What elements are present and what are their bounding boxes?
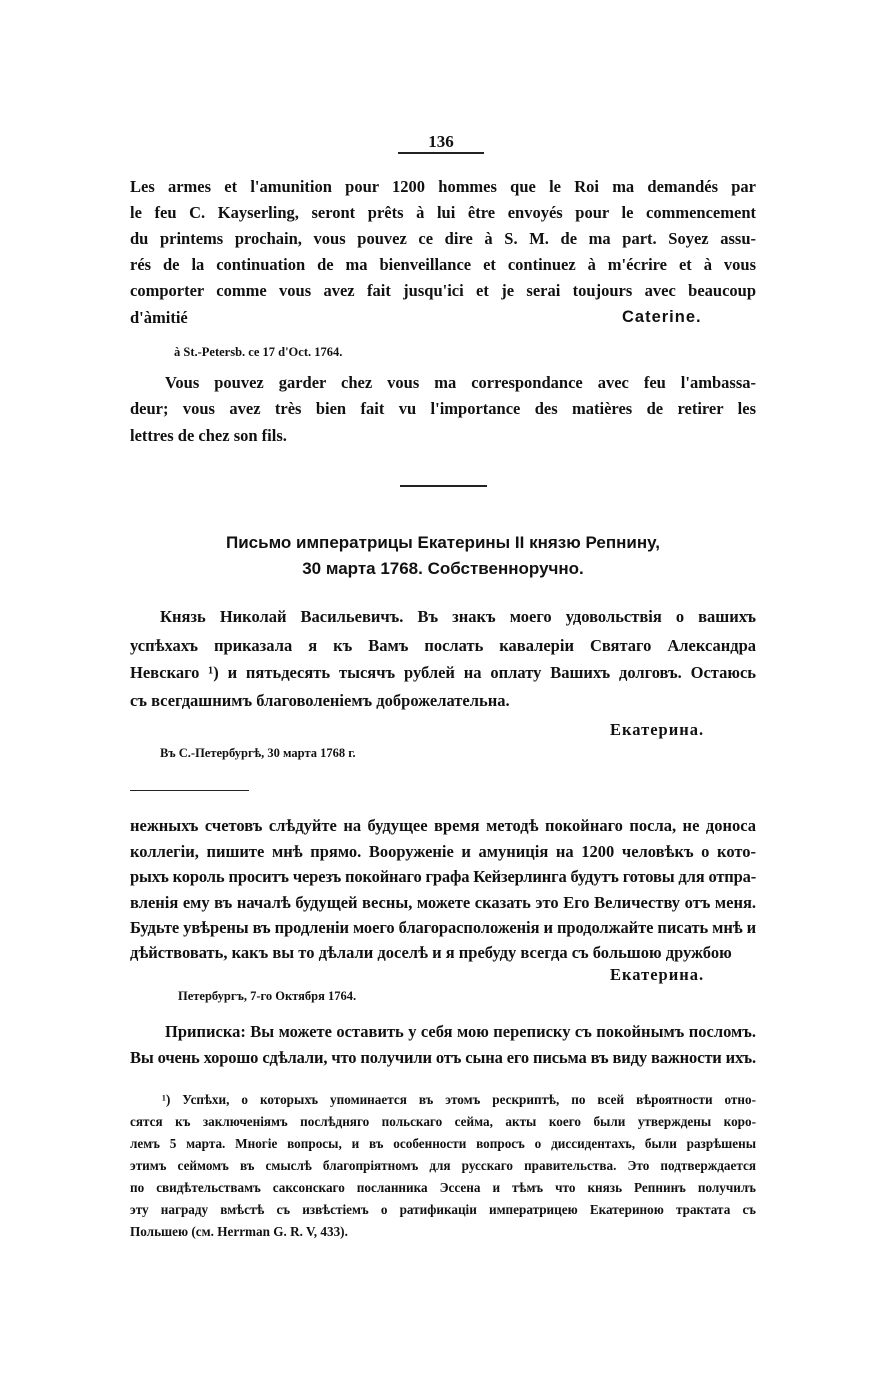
text-line: rés de la continuation de ma bienveillance et continuez à m'écrire et à vous	[130, 255, 756, 274]
text-line: коллегіи, пишите мнѣ прямо. Вооруженіе и амуниція на 1200 человѣкъ о кото-	[130, 842, 756, 861]
text-line: Вы очень хорошо сдѣлали, что получили отъ сына его письма въ виду важности ихъ.	[130, 1048, 756, 1067]
letter-date: à St.-Petersb. ce 17 d'Oct. 1764.	[174, 345, 343, 359]
text-line: дѣйствовать, какъ вы то дѣлали доселѣ и я пребуду всегда съ большою дружбою	[130, 943, 732, 962]
signature: Caterine.	[622, 308, 702, 326]
text-line: Vous pouvez garder chez vous ma correspondance avec feu l'ambassa-	[165, 373, 756, 392]
translation-divider	[130, 790, 249, 791]
page-number-rule	[398, 152, 484, 154]
section-divider	[400, 485, 487, 487]
text-line: успѣхахъ приказала я къ Вамъ послать кавалеріи Святаго Александра	[130, 636, 756, 655]
text-line: нежныхъ счетовъ слѣдуйте на будущее время методѣ покойнаго посла, не доноса	[130, 816, 756, 835]
text-line: Князь Николай Васильевичъ. Въ знакъ моего удовольствія о вашихъ	[160, 607, 756, 626]
text-line: le feu C. Kayserling, seront prêts à lui être envoyés pour le commencement	[130, 203, 756, 222]
footnote-line: по свидѣтельствамъ саксонскаго посланника Эссена и тѣмъ что князь Репнинъ получилъ	[130, 1180, 756, 1195]
footnote-line: сятся къ заключеніямъ послѣдняго польскаго сейма, акты коего были утверждены коро-	[130, 1114, 756, 1129]
text-line: d'àmitié	[130, 308, 188, 327]
page-number: 136	[428, 132, 454, 151]
text-line: lettres de chez son fils.	[130, 426, 287, 445]
letter-date: Петербургъ, 7-го Октября 1764.	[178, 989, 357, 1003]
text-line: du printems prochain, vous pouvez ce dire à S. M. de ma part. Soyez assu-	[130, 229, 756, 248]
text-line: Будьте увѣрены въ продленіи моего благорасположенія и продолжайте писать мнѣ и	[130, 918, 757, 937]
text-line: Приписка: Вы можете оставить у себя мою переписку съ покойнымъ посломъ.	[165, 1022, 756, 1041]
text-line: съ всегдашнимъ благоволеніемъ доброжелательна.	[130, 691, 510, 710]
signature: Екатерина.	[610, 720, 705, 739]
footnote-line: Польшею (см. Herrman G. R. V, 433).	[130, 1224, 348, 1239]
footnote-line: ¹) Успѣхи, о которыхъ упоминается въ этомъ рескриптѣ, по всей вѣроятности отно-	[162, 1092, 756, 1107]
letter-heading: Письмо императрицы Екатерины II князю Репнину,	[226, 533, 660, 552]
footnote-line: этимъ сеймомъ въ смыслѣ благопріятномъ для русскаго правительства. Это подтверждается	[130, 1158, 756, 1173]
text-line: рыхъ король проситъ черезъ покойнаго графа Кейзерлинга будутъ готовы для отпра-	[130, 867, 757, 886]
text-line: вленія ему въ началѣ будущей весны, можете сказать это Его Величеству отъ меня.	[130, 893, 756, 912]
text-line: deur; vous avez très bien fait vu l'importance des matières de retirer les	[130, 399, 756, 418]
footnote-line: лемъ 5 марта. Многіе вопросы, и въ особенности вопросъ о диссидентахъ, были разрѣшены	[130, 1136, 756, 1151]
footnote-line: эту награду вмѣстѣ съ извѣстіемъ о ратификаціи императрицею Екатериною трактата съ	[130, 1202, 756, 1217]
text-line: Les armes et l'amunition pour 1200 hommes que le Roi ma demandés par	[130, 177, 756, 196]
letter-heading: 30 марта 1768. Собственноручно.	[302, 559, 584, 578]
signature: Екатерина.	[610, 965, 705, 984]
text-line: comporter comme vous avez fait jusqu'ici et je serai toujours avec beaucoup	[130, 281, 756, 300]
text-line: Невскаго ¹) и пятьдесять тысячъ рублей на оплату Вашихъ долговъ. Остаюсь	[130, 663, 756, 682]
letter-date: Въ С.-Петербургѣ, 30 марта 1768 г.	[160, 746, 356, 760]
